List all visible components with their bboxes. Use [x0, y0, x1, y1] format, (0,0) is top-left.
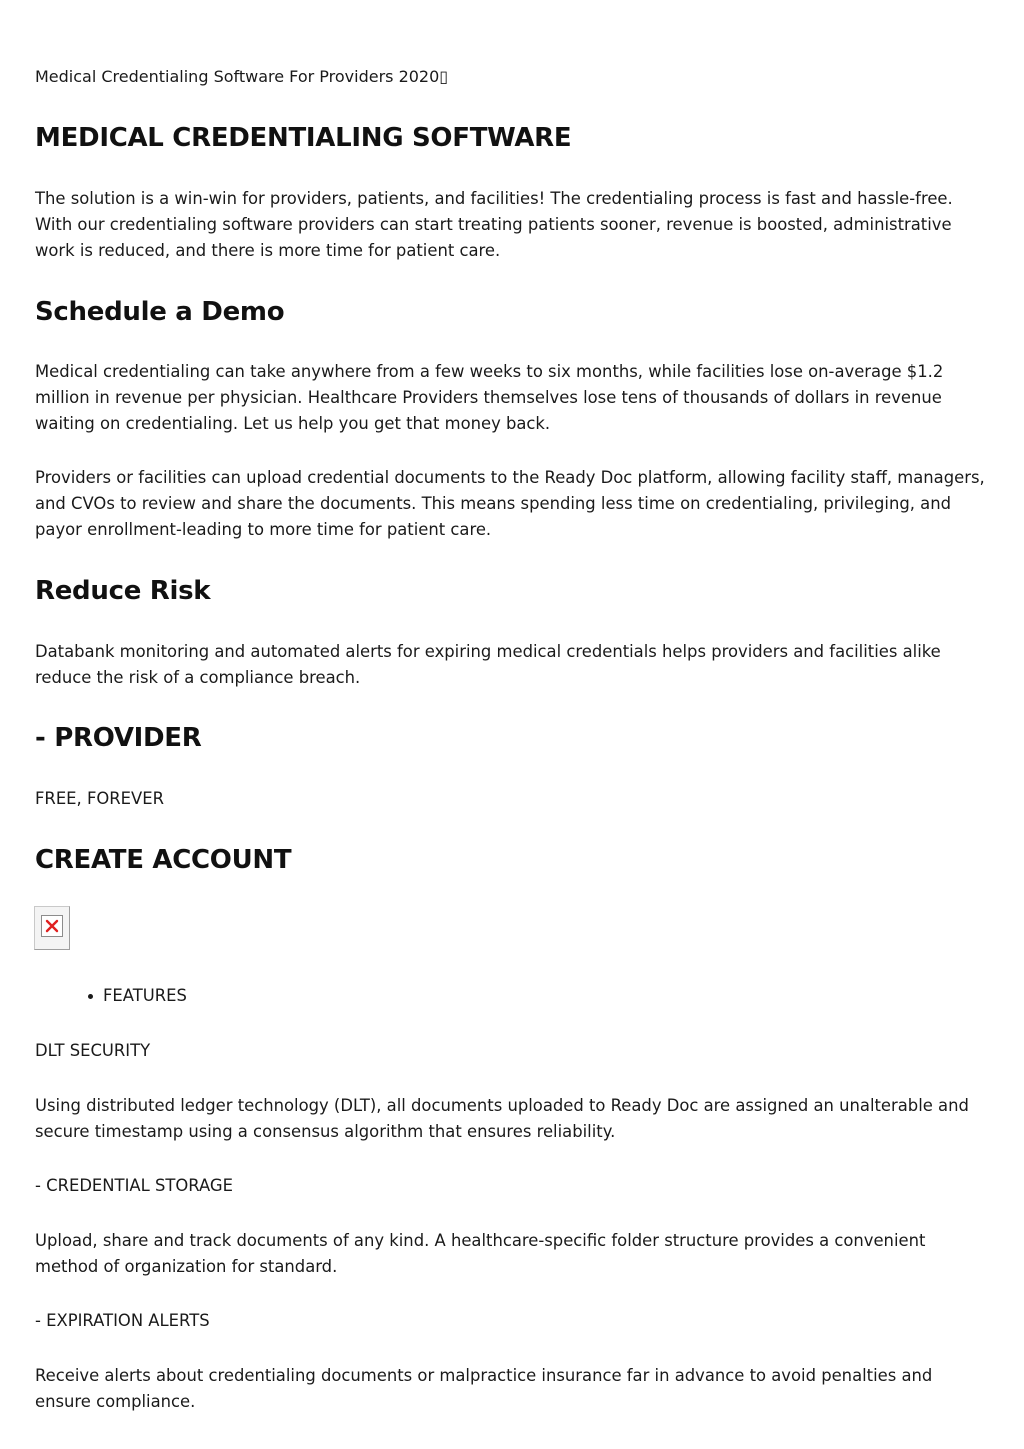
demo-paragraph-2: Providers or facilities can upload credential documents to the Ready Doc platform, allowing facility staff, managers, and CVOs to review and share the documents. This means spending less time on credentialing, privileging, and payor enrollment-leading to more time for patient care.: [35, 468, 985, 539]
list-item-features: FEATURES: [85, 983, 187, 1009]
provider-paragraph: FREE, FOREVER: [35, 789, 164, 808]
provider-heading: - PROVIDER: [35, 723, 202, 753]
main-heading: MEDICAL CREDENTIALING SOFTWARE: [35, 123, 572, 153]
alerts-paragraph: Receive alerts about credentialing documents or malpractice insurance far in advance to avoid penalties and ensure compliance.: [35, 1366, 933, 1411]
storage-label: - CREDENTIAL STORAGE: [35, 1176, 233, 1195]
broken-image-x-icon: [45, 919, 59, 933]
dlt-label: DLT SECURITY: [35, 1041, 151, 1060]
broken-image-icon: [34, 906, 70, 950]
missing-glyph-icon: ▯: [439, 67, 449, 86]
intro-paragraph: The solution is a win-win for providers, patients, and facilities! The credentialing process is fast and hassle-free. With our credentialing software providers can start treating patients sooner, revenue is boosted, administrative work is reduced, and there is more time for patient care.: [35, 189, 953, 260]
risk-heading: Reduce Risk: [35, 576, 211, 606]
create-account-heading: CREATE ACCOUNT: [35, 845, 292, 875]
demo-heading: Schedule a Demo: [35, 297, 285, 327]
demo-paragraph-1: Medical credentialing can take anywhere from a few weeks to six months, while facilities lose on-average $1.2 million in revenue per physician. Healthcare Providers themselves lose tens of thousands of dollars in revenue waiting on credentialing. Let us help you get that money back.: [35, 362, 944, 433]
features-list: [85, 983, 187, 1009]
broken-image-frame: [41, 915, 63, 937]
storage-paragraph: Upload, share and track documents of any kind. A healthcare-specific folder structure provides a convenient method of organization for standard.: [35, 1231, 926, 1276]
alerts-label: - EXPIRATION ALERTS: [35, 1311, 210, 1330]
document-title: Medical Credentialing Software For Providers 2020: [35, 67, 440, 86]
dlt-paragraph: Using distributed ledger technology (DLT), all documents uploaded to Ready Doc are assigned an unalterable and secure timestamp using a consensus algorithm that ensures reliability.: [35, 1096, 969, 1141]
document-title-line: [35, 66, 448, 88]
risk-paragraph: Databank monitoring and automated alerts for expiring medical credentials helps providers and facilities alike reduce the risk of a compliance breach.: [35, 642, 941, 687]
